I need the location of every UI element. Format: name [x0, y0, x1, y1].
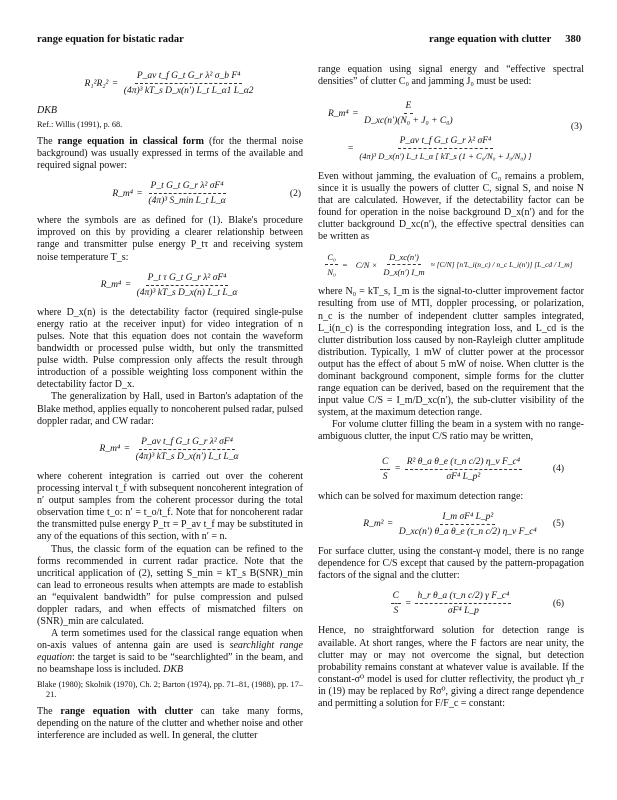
eq-number: (5)	[552, 519, 564, 530]
paragraph: Even without jamming, the evaluation of C₀ remains a problem, since it is usually the powers of clutter C, signal S, and noise N that are calculated. However, if the detectability factor can be found for operation in the noise background D_x(n′) and for the clutter background D_xc(n′), the effective spectral densities can be written as	[318, 170, 584, 243]
eq-lhs: R_m²	[363, 519, 384, 530]
eq-numerator: I_m σF⁴ L_p²	[440, 511, 495, 525]
eq-numerator: P_av t_f G_t G_r λ² σF⁴	[398, 135, 494, 149]
eq-numerator: P_av t_f G_t G_r λ² σF⁴	[139, 436, 235, 450]
running-header-title: range equation with clutter	[429, 34, 552, 45]
eq-sign: =	[405, 598, 412, 609]
eq-numerator: R² θ_a θ_e (τ_n c/2) η_v F_c⁴	[405, 456, 522, 470]
eq-denominator: N₀	[327, 267, 337, 278]
running-header-right	[429, 34, 581, 45]
paragraph: which can be solved for maximum detection range:	[318, 490, 524, 502]
equation-3b	[318, 122, 584, 162]
eq-numerator: P_av t_f G_t G_r λ² σ_b F⁴	[135, 70, 243, 84]
text: : the target is said to be “searchlighted” in the beam, and no beamshape loss is included.	[37, 652, 303, 676]
eq-approximation: ≈ [C/N] [n′L_i(n_c) / n_c L_i(n′)] [L_cd / I_m]	[430, 259, 573, 269]
paragraph: where coherent integration is carried out over the coherent processing interval t_f with subsequent noncoherent integration of n′ output samples from the coherent processor during the total observation time t_o: n′ = t_o/t_f. Note that for noncoherent radar the transmitted pulse energy P_tτ = P_av t_f may be substituted in any of the equations of this section, with n′ = n.	[37, 470, 303, 543]
running-header-left: range equation for bistatic radar	[37, 34, 184, 45]
equation-bistatic	[37, 70, 303, 97]
eq-fraction	[362, 100, 455, 127]
equation-hall	[37, 436, 303, 463]
eq-fraction	[397, 511, 539, 538]
paragraph: range equation using signal energy and “effective spectral densities” of clutter C₀ and jamming J₀ must be used:	[318, 64, 584, 88]
entry-term: range equation with clutter	[60, 705, 193, 717]
eq-fraction	[357, 135, 533, 162]
eq-fraction	[405, 456, 522, 483]
reference: Blake (1980); Skolnik (1970), Ch. 2; Barton (1974), pp. 71–81, (1988), pp. 17–21.	[37, 679, 303, 700]
eq-lhs: R₁²R₂²	[84, 78, 109, 89]
eq-denominator: (4π)³ kT_s D_x(n′) L_t L_α1 L_α2	[123, 86, 254, 97]
entry-term: range equation in classical form	[57, 135, 204, 147]
eq-numerator: C	[391, 590, 401, 604]
eq-denominator: S	[382, 471, 388, 482]
reference: Ref.: Willis (1991), p. 68.	[37, 120, 123, 130]
author-signature: DKB	[37, 105, 57, 117]
eq-denominator: D_x(n′) I_m	[383, 267, 425, 278]
page-number: 380	[565, 34, 581, 45]
eq-numerator: h_r θ_a (τ_n c/2) γ F_c⁴	[415, 590, 511, 604]
eq-lhs: R_m⁴	[99, 444, 121, 455]
eq-sign: =	[124, 444, 130, 455]
eq-sign: =	[394, 464, 401, 475]
eq-numerator: C	[380, 456, 390, 470]
eq-lhs-fraction	[325, 251, 338, 278]
equation-spectral-density	[318, 251, 584, 278]
eq-denominator: (4π)³ D_x(n′) L_t L_α [ kT_s (1 + C₀/N₀ + J₀/N₀) ]	[359, 151, 532, 162]
paragraph: Thus, the classic form of the equation can be refined to the forms recommended in current radar practice. Note that the uncritical application of (2), setting S_min = kT_s B(SNR)_min can lead to erroneous results when attempts are made to establish an “equivalent bandwidth” for pulse compression and pulsed doppler radars, and when effects of mismatched filters on (SNR)_min are calculated.	[37, 543, 303, 628]
eq-numerator: C₀	[325, 251, 338, 265]
eq-sign: =	[112, 78, 118, 89]
paragraph: where the symbols are as defined for (1). Blake's procedure improved on this by providing a clearer relationship between range and transmitter pulse energy P_tτ and receiving system noise temperature T_s:	[37, 215, 303, 263]
text: can take many forms, depending on the nature of the clutter and whether noise and other interference are included as well. In general, the clutter	[37, 705, 303, 741]
eq-fraction	[381, 251, 426, 278]
paragraph: For surface clutter, using the constant-γ model, there is no range dependence for C/S except that caused by the pattern-propagation factors of the signal and the clutter:	[318, 546, 584, 582]
eq-denominator: D_xc(n′)(N₀ + J₀ + C₀)	[364, 116, 453, 127]
eq-lhs-fraction	[391, 590, 401, 617]
eq-number: (2)	[289, 188, 301, 199]
eq-number: (3)	[570, 122, 582, 133]
text: The	[37, 705, 61, 717]
eq-denominator: (4π)³ S_min L_t L_α	[148, 196, 226, 207]
eq-numerator: P_t τ G_t G_r λ² σF⁴	[146, 272, 229, 286]
eq-sign: =	[352, 108, 359, 119]
eq-fraction	[135, 272, 240, 299]
eq-numerator: D_xc(n′)	[387, 251, 421, 265]
text: (for the thermal noise background) was usually expressed in terms of the available and required signal power:	[37, 135, 304, 171]
italic-term: searchlight range equation	[37, 640, 303, 664]
equation-2	[37, 180, 303, 207]
eq-sign: =	[342, 259, 348, 270]
equation-3a	[318, 100, 584, 127]
eq-number: (6)	[552, 598, 564, 609]
eq-sign: =	[137, 188, 143, 199]
paragraph	[37, 706, 303, 742]
text: The	[37, 135, 58, 147]
paragraph	[37, 628, 303, 676]
eq-denominator: D_xc(n′) θ_a θ_e (τ_n c/2) η_v F_c⁴	[398, 526, 537, 537]
eq-denominator: (4π)³ kT_s D_x(n′) L_t L_α	[135, 451, 239, 462]
eq-sign: =	[125, 280, 131, 291]
eq-sign: =	[387, 519, 393, 530]
eq-lhs: R_m⁴	[112, 188, 134, 199]
eq-fraction	[134, 436, 241, 463]
equation-5	[318, 511, 584, 538]
eq-number: (4)	[552, 464, 564, 475]
text: A term sometimes used for the classical range equation when on-axis values of antenna gain are used is	[37, 628, 303, 652]
eq-lhs-fraction	[380, 456, 390, 483]
eq-denominator: S	[393, 606, 399, 617]
eq-numerator: P_t G_t G_r λ² σF⁴	[149, 180, 226, 194]
paragraph	[37, 136, 303, 172]
eq-sign: =	[348, 143, 354, 154]
equation-blake	[37, 272, 303, 299]
paragraph: where D_x(n) is the detectability factor (required single-pulse energy ratio at the receiver input) for video integration of n pulses. Note that this equation does not contain the waveform bandwidth or processed pulse width, but only the transmitted pulse width. Pulse compression only affects the result through introduction of a possible weighting loss component within the detectability factor D_x.	[37, 306, 303, 391]
right-column	[318, 64, 584, 710]
eq-denominator: σF⁴ L_p²	[446, 471, 481, 482]
paragraph: The generalization by Hall, used in Barton's adaptation of the Blake method, applies equally to noncoherent pulsed radar, pulsed doppler radar, and CW radar:	[37, 391, 303, 427]
paragraph: Hence, no straightforward solution for detection range is available. At short ranges, where the F factors are near unity, the clutter may or may not overcome the signal, but detection probability remains constant at whatever value is available. If the constant-σ⁰ model is used for clutter reflectivity, the product γh_r in (19) may be replaced by Rσ⁰, giving a direct range dependence and permitting a solution for F/F_c = constant:	[318, 625, 584, 710]
equation-6	[318, 590, 584, 617]
paragraph: where N₀ = kT_s, I_m is the signal-to-clutter improvement factor resulting from use of MTI, doppler processing, or polarization, n_c is the number of independent clutter samples integrated, L_i(n_c) is the corresponding integration loss, and L_cd is the clutter distribution loss caused by non-Rayleigh clutter amplitude distribution. Typically, 1 mW of clutter power at the processor output has the effect of about 5 mW of noise. When clutter is the dominant background component, simple forms for the clutter range equation can be derived, based on the requirement that the input value C/S = I_m/D_xc(n′), the sub-clutter visibility of the system, at the maximum detection range.	[318, 286, 584, 419]
equation-4	[318, 456, 584, 483]
eq-fraction	[122, 70, 256, 97]
eq-term: C/N ×	[355, 259, 378, 270]
eq-lhs: R_m⁴	[100, 280, 122, 291]
eq-denominator: σF⁴ L_p	[447, 606, 479, 617]
eq-denominator: (4π)³ kT_s D_x(n) L_t L_α	[136, 287, 238, 298]
author-signature: DKB	[163, 664, 184, 676]
eq-numerator: E	[404, 100, 414, 114]
left-column	[37, 64, 303, 742]
paragraph: For volume clutter filling the beam in a system with no range-ambiguous clutter, the input C/S ratio may be written,	[318, 419, 584, 443]
eq-lhs: R_m⁴	[328, 108, 349, 119]
eq-fraction	[415, 590, 511, 617]
eq-fraction	[146, 180, 227, 207]
